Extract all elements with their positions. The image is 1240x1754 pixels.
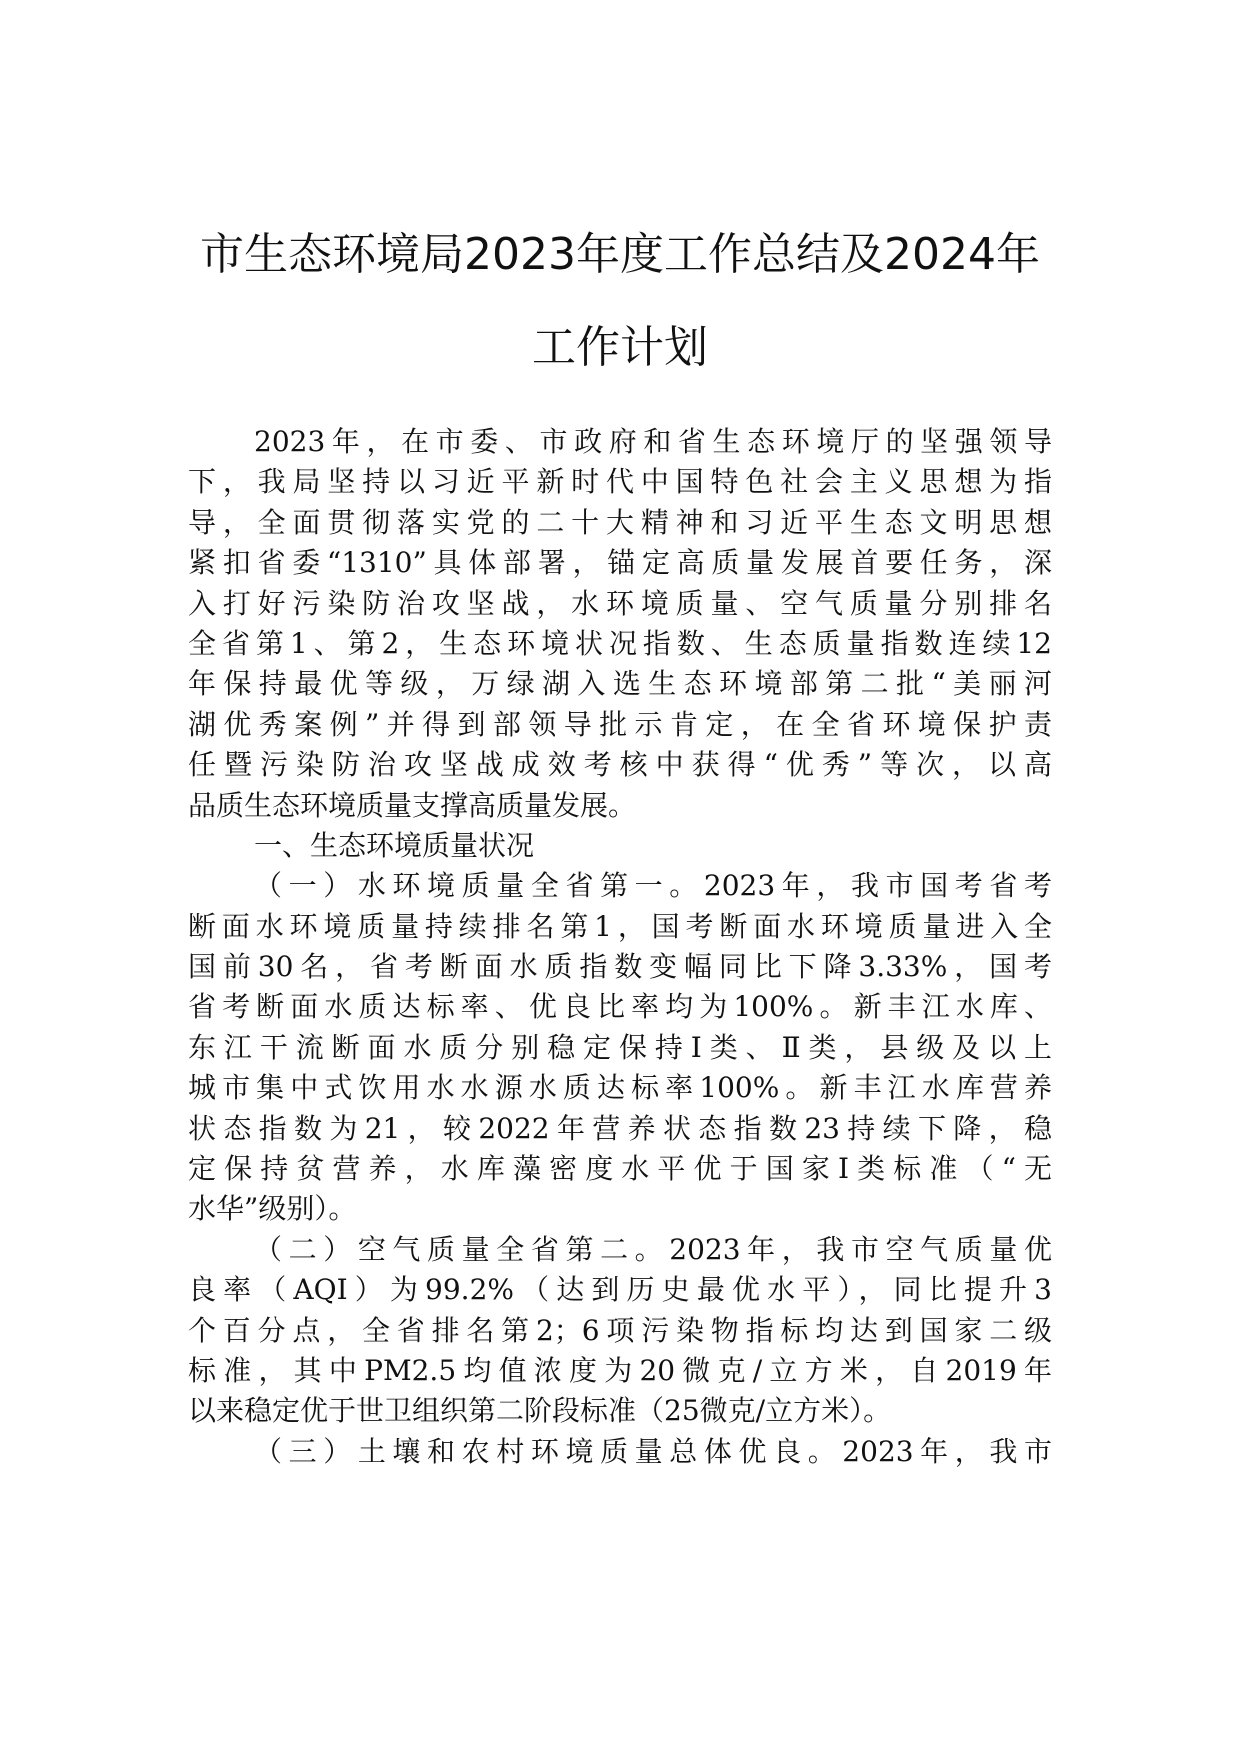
air-paragraph-line: 良率（AQI）为99.2%（达到历史最优水平），同比提升3	[188, 1273, 1052, 1307]
water-paragraph-line: 定保持贫营养，水库藻密度水平优于国家Ⅰ类标准（“无	[188, 1152, 1052, 1186]
air-paragraph-line: 个百分点，全省排名第2；6项污染物指标均达到国家二级	[188, 1313, 1052, 1347]
soil-paragraph-line: （三）土壤和农村环境质量总体优良。2023年，我市	[254, 1434, 1052, 1468]
intro-paragraph-line: 导，全面贯彻落实党的二十大精神和习近平生态文明思想	[188, 505, 1052, 539]
intro-paragraph-line: 品质生态环境质量支撑高质量发展。	[188, 788, 637, 822]
air-paragraph-line: （二）空气质量全省第二。2023年，我市空气质量优	[254, 1232, 1052, 1266]
section-heading: 一、生态环境质量状况	[254, 828, 535, 862]
document-body	[188, 422, 1052, 1472]
intro-paragraph-line: 全省第1、第2，生态环境状况指数、生态质量指数连续12	[188, 626, 1052, 660]
water-paragraph-line: 城市集中式饮用水水源水质达标率100%。新丰江水库营养	[188, 1071, 1052, 1105]
air-paragraph-line: 标准，其中PM2.5均值浓度为20微克/立方米，自2019年	[188, 1353, 1052, 1387]
water-paragraph-line: 状态指数为21，较2022年营养状态指数23持续下降，稳	[188, 1111, 1052, 1145]
document-title	[150, 208, 1090, 394]
intro-paragraph-line: 湖优秀案例”并得到部领导批示肯定，在全省环境保护责	[188, 707, 1052, 741]
intro-paragraph-line: 入打好污染防治攻坚战，水环境质量、空气质量分别排名	[188, 586, 1052, 620]
air-paragraph-line: 以来稳定优于世卫组织第二阶段标准（25微克/立方米）。	[188, 1394, 892, 1428]
title-line-2: 工作计划	[532, 322, 708, 373]
water-paragraph-line: 东江干流断面水质分别稳定保持Ⅰ类、Ⅱ类，县级及以上	[188, 1030, 1052, 1064]
intro-paragraph-line: 2023年，在市委、市政府和省生态环境厅的坚强领导	[254, 425, 1052, 458]
intro-paragraph-line: 年保持最优等级，万绿湖入选生态环境部第二批“美丽河	[188, 667, 1052, 701]
intro-paragraph-line: 下，我局坚持以习近平新时代中国特色社会主义思想为指	[188, 465, 1052, 499]
water-paragraph-line: 国前30名，省考断面水质指数变幅同比下降3.33%，国考	[188, 950, 1052, 984]
water-paragraph-line: 断面水环境质量持续排名第1，国考断面水环境质量进入全	[188, 909, 1052, 943]
water-paragraph-line: （一）水环境质量全省第一。2023年，我市国考省考	[254, 869, 1052, 903]
intro-paragraph-line: 紧扣省委“1310”具体部署，锚定高质量发展首要任务，深	[188, 546, 1052, 580]
water-paragraph-line: 省考断面水质达标率、优良比率均为100%。新丰江水库、	[188, 990, 1052, 1024]
water-paragraph-line: 水华”级别）。	[188, 1192, 357, 1226]
intro-paragraph-line: 任暨污染防治攻坚战成效考核中获得“优秀”等次，以高	[188, 748, 1052, 782]
title-line-1: 市生态环境局2023年度工作总结及2024年	[200, 229, 1040, 280]
